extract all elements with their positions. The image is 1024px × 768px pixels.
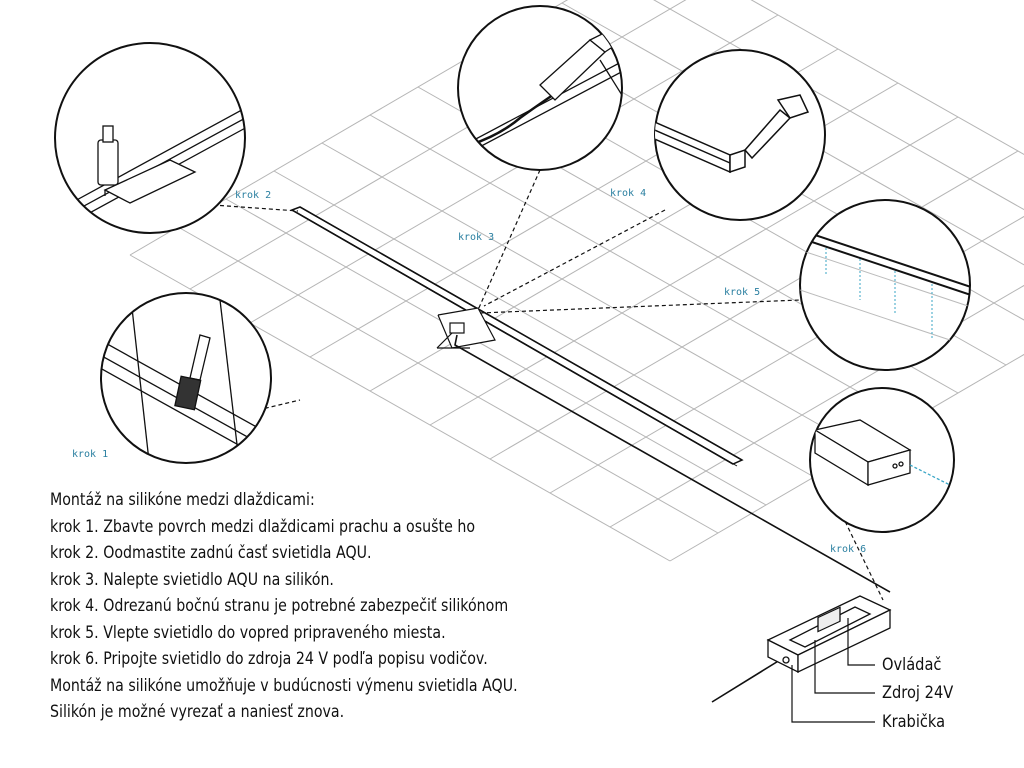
instruction-line: Montáž na silikóne umožňuje v budúcnosti výmenu svietidla AQU. (50, 675, 518, 695)
instruction-line: krok 4. Odrezanú bočnú stranu je potrebné zabezpečiť silikónom (50, 596, 509, 615)
label-power-supply: Zdroj 24V (882, 683, 954, 703)
detail-step-2 (40, 43, 260, 240)
detail-step-5 (800, 200, 980, 370)
detail-step-3 (455, 6, 625, 170)
instruction-line: krok 6. Pripojte svietidlo do zdroja 24 V podľa popisu vodičov. (50, 649, 488, 668)
instruction-heading: Montáž na silikóne medzi dlaždicami: (50, 490, 315, 509)
detail-step-6 (810, 388, 960, 532)
aqu-light-strip (292, 207, 742, 466)
detail-step-1 (100, 290, 280, 470)
label-box: Krabička (882, 712, 946, 732)
tile-line (226, 199, 766, 505)
tile-line (190, 0, 718, 289)
step-label-2: krok 2 (235, 190, 272, 201)
step-label-5: krok 5 (724, 287, 761, 298)
junction-box (768, 596, 890, 672)
label-controller: Ovládač (882, 655, 942, 675)
instruction-line: krok 2. Oodmastite zadnú časť svietidla AQU. (50, 543, 372, 562)
step-label-4: krok 4 (610, 188, 647, 199)
detail-step-4 (650, 50, 825, 220)
instruction-line: krok 3. Nalepte svietidlo AQU na silikón. (50, 569, 334, 589)
instruction-line: krok 5. Vlepte svietidlo do vopred pripraveného miesta. (50, 622, 446, 642)
mains-cable (712, 660, 780, 702)
instruction-list (50, 487, 518, 726)
step-label-6: krok 6 (830, 544, 867, 555)
instruction-line: Silikón je možné vyrezať a naniesť znova. (50, 702, 345, 721)
step-label-1: krok 1 (72, 449, 109, 460)
step-label-3: krok 3 (458, 232, 495, 243)
instruction-line: krok 1. Zbavte povrch medzi dlaždicami prachu a osušte ho (50, 516, 476, 536)
